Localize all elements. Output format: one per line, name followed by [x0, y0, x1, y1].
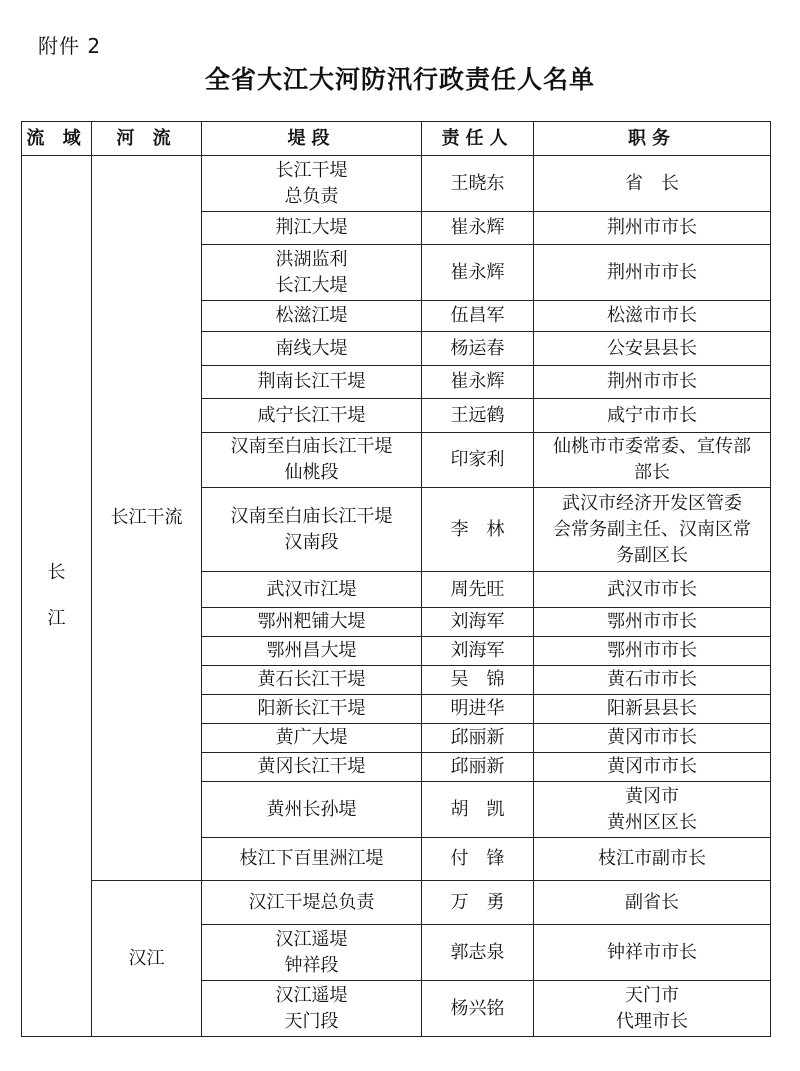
- duty-cell: 仙桃市市委常委、宣传部 部长: [534, 433, 771, 488]
- river-cell-hanjiang: 汉江: [92, 881, 202, 1037]
- dike-cell: 阳新长江干堤: [202, 695, 422, 724]
- dike-cell: 长江干堤 总负责: [202, 156, 422, 212]
- person-cell: 刘海军: [422, 637, 534, 666]
- basin-cell: [22, 156, 92, 1037]
- person-cell: 伍昌军: [422, 301, 534, 332]
- document-title: 全省大江大河防汛行政责任人名单: [204, 65, 595, 94]
- header-river: 河 流: [92, 122, 202, 156]
- person-cell: 崔永辉: [422, 366, 534, 399]
- person-cell: 王远鹤: [422, 399, 534, 433]
- dike-cell: 黄冈长江干堤: [202, 753, 422, 782]
- dike-cell: 汉江干堤总负责: [202, 881, 422, 925]
- dike-cell: 汉南至白庙长江干堤 汉南段: [202, 488, 422, 572]
- duty-cell: 武汉市经济开发区管委 会常务副主任、汉南区常 务副区长: [534, 488, 771, 572]
- dike-cell: 洪湖监利 长江大堤: [202, 245, 422, 301]
- dike-cell: 汉江遥堤 天门段: [202, 981, 422, 1037]
- person-cell: 付 锋: [422, 838, 534, 881]
- header-duty: 职务: [534, 122, 771, 156]
- duty-cell: 天门市 代理市长: [534, 981, 771, 1037]
- duty-cell: 枝江市副市长: [534, 838, 771, 881]
- header-basin: 流 域: [22, 122, 92, 156]
- person-cell: 周先旺: [422, 572, 534, 608]
- duty-cell: 钟祥市市长: [534, 925, 771, 981]
- person-cell: 胡 凯: [422, 782, 534, 838]
- person-cell: 印家利: [422, 433, 534, 488]
- person-cell: 崔永辉: [422, 245, 534, 301]
- dike-cell: 武汉市江堤: [202, 572, 422, 608]
- person-cell: 崔永辉: [422, 212, 534, 245]
- person-cell: 郭志泉: [422, 925, 534, 981]
- duty-cell: 省 长: [534, 156, 771, 212]
- dike-cell: 枝江下百里洲江堤: [202, 838, 422, 881]
- duty-cell: 黄冈市 黄州区区长: [534, 782, 771, 838]
- header-person: 责任人: [422, 122, 534, 156]
- person-cell: 万 勇: [422, 881, 534, 925]
- person-cell: 杨运春: [422, 332, 534, 366]
- duty-cell: 公安县县长: [534, 332, 771, 366]
- person-cell: 李 林: [422, 488, 534, 572]
- table-row: [22, 881, 771, 925]
- duty-cell: 阳新县县长: [534, 695, 771, 724]
- dike-cell: 松滋江堤: [202, 301, 422, 332]
- duty-cell: 鄂州市市长: [534, 608, 771, 637]
- duty-cell: 黄石市市长: [534, 666, 771, 695]
- duty-cell: 荆州市市长: [534, 245, 771, 301]
- duty-cell: 副省长: [534, 881, 771, 925]
- person-cell: 邱丽新: [422, 753, 534, 782]
- duty-cell: 黄冈市市长: [534, 724, 771, 753]
- dike-cell: 汉江遥堤 钟祥段: [202, 925, 422, 981]
- dike-cell: 鄂州粑铺大堤: [202, 608, 422, 637]
- person-cell: 吴 锦: [422, 666, 534, 695]
- attachment-label: 附件 2: [38, 34, 102, 58]
- header-dike: 堤段: [202, 122, 422, 156]
- person-cell: 明进华: [422, 695, 534, 724]
- header-row: [22, 122, 771, 156]
- dike-cell: 黄州长孙堤: [202, 782, 422, 838]
- duty-cell: 武汉市市长: [534, 572, 771, 608]
- dike-cell: 荆江大堤: [202, 212, 422, 245]
- duty-cell: 鄂州市市长: [534, 637, 771, 666]
- person-cell: 王晓东: [422, 156, 534, 212]
- dike-cell: 荆南长江干堤: [202, 366, 422, 399]
- basin-char: 江: [47, 608, 66, 629]
- duty-cell: 黄冈市市长: [534, 753, 771, 782]
- dike-cell: 咸宁长江干堤: [202, 399, 422, 433]
- dike-cell: 黄广大堤: [202, 724, 422, 753]
- person-cell: 刘海军: [422, 608, 534, 637]
- person-cell: 邱丽新: [422, 724, 534, 753]
- dike-cell: 南线大堤: [202, 332, 422, 366]
- basin-char: 长: [47, 562, 66, 583]
- dike-cell: 汉南至白庙长江干堤 仙桃段: [202, 433, 422, 488]
- duty-cell: 松滋市市长: [534, 301, 771, 332]
- responsibility-table: [21, 121, 771, 1037]
- duty-cell: 咸宁市市长: [534, 399, 771, 433]
- duty-cell: 荆州市市长: [534, 366, 771, 399]
- river-cell-changjiang: 长江干流: [92, 156, 202, 881]
- dike-cell: 鄂州昌大堤: [202, 637, 422, 666]
- person-cell: 杨兴铭: [422, 981, 534, 1037]
- duty-cell: 荆州市市长: [534, 212, 771, 245]
- dike-cell: 黄石长江干堤: [202, 666, 422, 695]
- table-row: [22, 156, 771, 212]
